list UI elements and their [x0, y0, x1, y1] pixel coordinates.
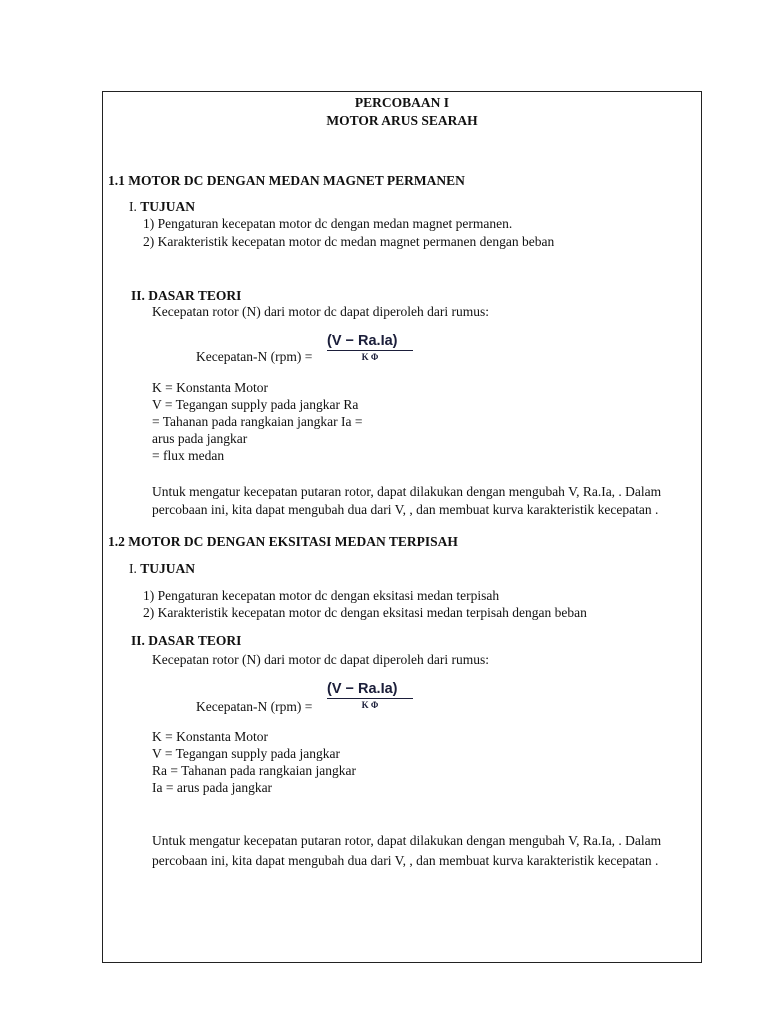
title-line-2: MOTOR ARUS SEARAH [326, 113, 478, 128]
definition: K = Konstanta Motor [152, 380, 268, 395]
speed-formula [327, 334, 413, 362]
formula-numerator: (V − Ra.Ia) [327, 681, 398, 697]
section-1-heading: 1.1 MOTOR DC DENGAN MEDAN MAGNET PERMANEN [108, 173, 465, 188]
tujuan-prefix: I. [129, 199, 137, 214]
tujuan-item: 1) Pengaturan kecepatan motor dc dengan medan magnet permanen. [143, 216, 513, 231]
dasar-teori-intro: Kecepatan rotor (N) dari motor dc dapat diperoleh dari rumus: [152, 304, 489, 319]
explanation-line: percobaan ini, kita dapat mengubah dua dari V, , dan membuat kurva karakteristik kecepatan . [152, 502, 659, 517]
page-frame [102, 91, 702, 963]
dasar-teori-heading: II. DASAR TEORI [131, 288, 242, 303]
section-2-tujuan [129, 561, 195, 577]
formula-label: Kecepatan-N (rpm) = [196, 699, 313, 714]
tujuan-item: 2) Karakteristik kecepatan motor dc medan magnet permanen dengan beban [143, 234, 555, 249]
tujuan-prefix: I. [129, 561, 137, 576]
definition: = Tahanan pada rangkaian jangkar Ia = [152, 414, 363, 429]
definition: = flux medan [152, 448, 225, 463]
dasar-teori-heading: II. DASAR TEORI [131, 633, 242, 648]
title-line-1: PERCOBAAN I [354, 95, 450, 110]
explanation-line: percobaan ini, kita dapat mengubah dua dari V, , dan membuat kurva karakteristik kecepatan . [152, 853, 659, 868]
explanation-line: Untuk mengatur kecepatan putaran rotor, dapat dilakukan dengan mengubah V, Ra.Ia, . Dalam [152, 833, 662, 848]
definition: Ra = Tahanan pada rangkaian jangkar [152, 763, 356, 778]
formula-denominator: K Φ [361, 352, 379, 362]
dasar-teori-intro: Kecepatan rotor (N) dari motor dc dapat diperoleh dari rumus: [152, 652, 489, 667]
speed-formula [327, 682, 413, 710]
section-2-heading: 1.2 MOTOR DC DENGAN EKSITASI MEDAN TERPISAH [108, 534, 458, 549]
definition: V = Tegangan supply pada jangkar Ra [152, 397, 359, 412]
tujuan-item: 2) Karakteristik kecepatan motor dc dengan eksitasi medan terpisah dengan beban [143, 605, 587, 620]
section-1-tujuan [129, 199, 195, 215]
formula-denominator: K Φ [361, 700, 379, 710]
formula-label: Kecepatan-N (rpm) = [196, 349, 313, 364]
tujuan-item: 1) Pengaturan kecepatan motor dc dengan eksitasi medan terpisah [143, 588, 500, 603]
definition: arus pada jangkar [152, 431, 248, 446]
tujuan-label: TUJUAN [140, 561, 196, 576]
definition: K = Konstanta Motor [152, 729, 268, 744]
definition: V = Tegangan supply pada jangkar [152, 746, 340, 761]
explanation-line: Untuk mengatur kecepatan putaran rotor, dapat dilakukan dengan mengubah V, Ra.Ia, . Dalam [152, 484, 662, 499]
fraction-bar [327, 350, 413, 351]
fraction-bar [327, 698, 413, 699]
definition: Ia = arus pada jangkar [152, 780, 273, 795]
formula-numerator: (V − Ra.Ia) [327, 333, 398, 349]
tujuan-label: TUJUAN [140, 199, 196, 214]
